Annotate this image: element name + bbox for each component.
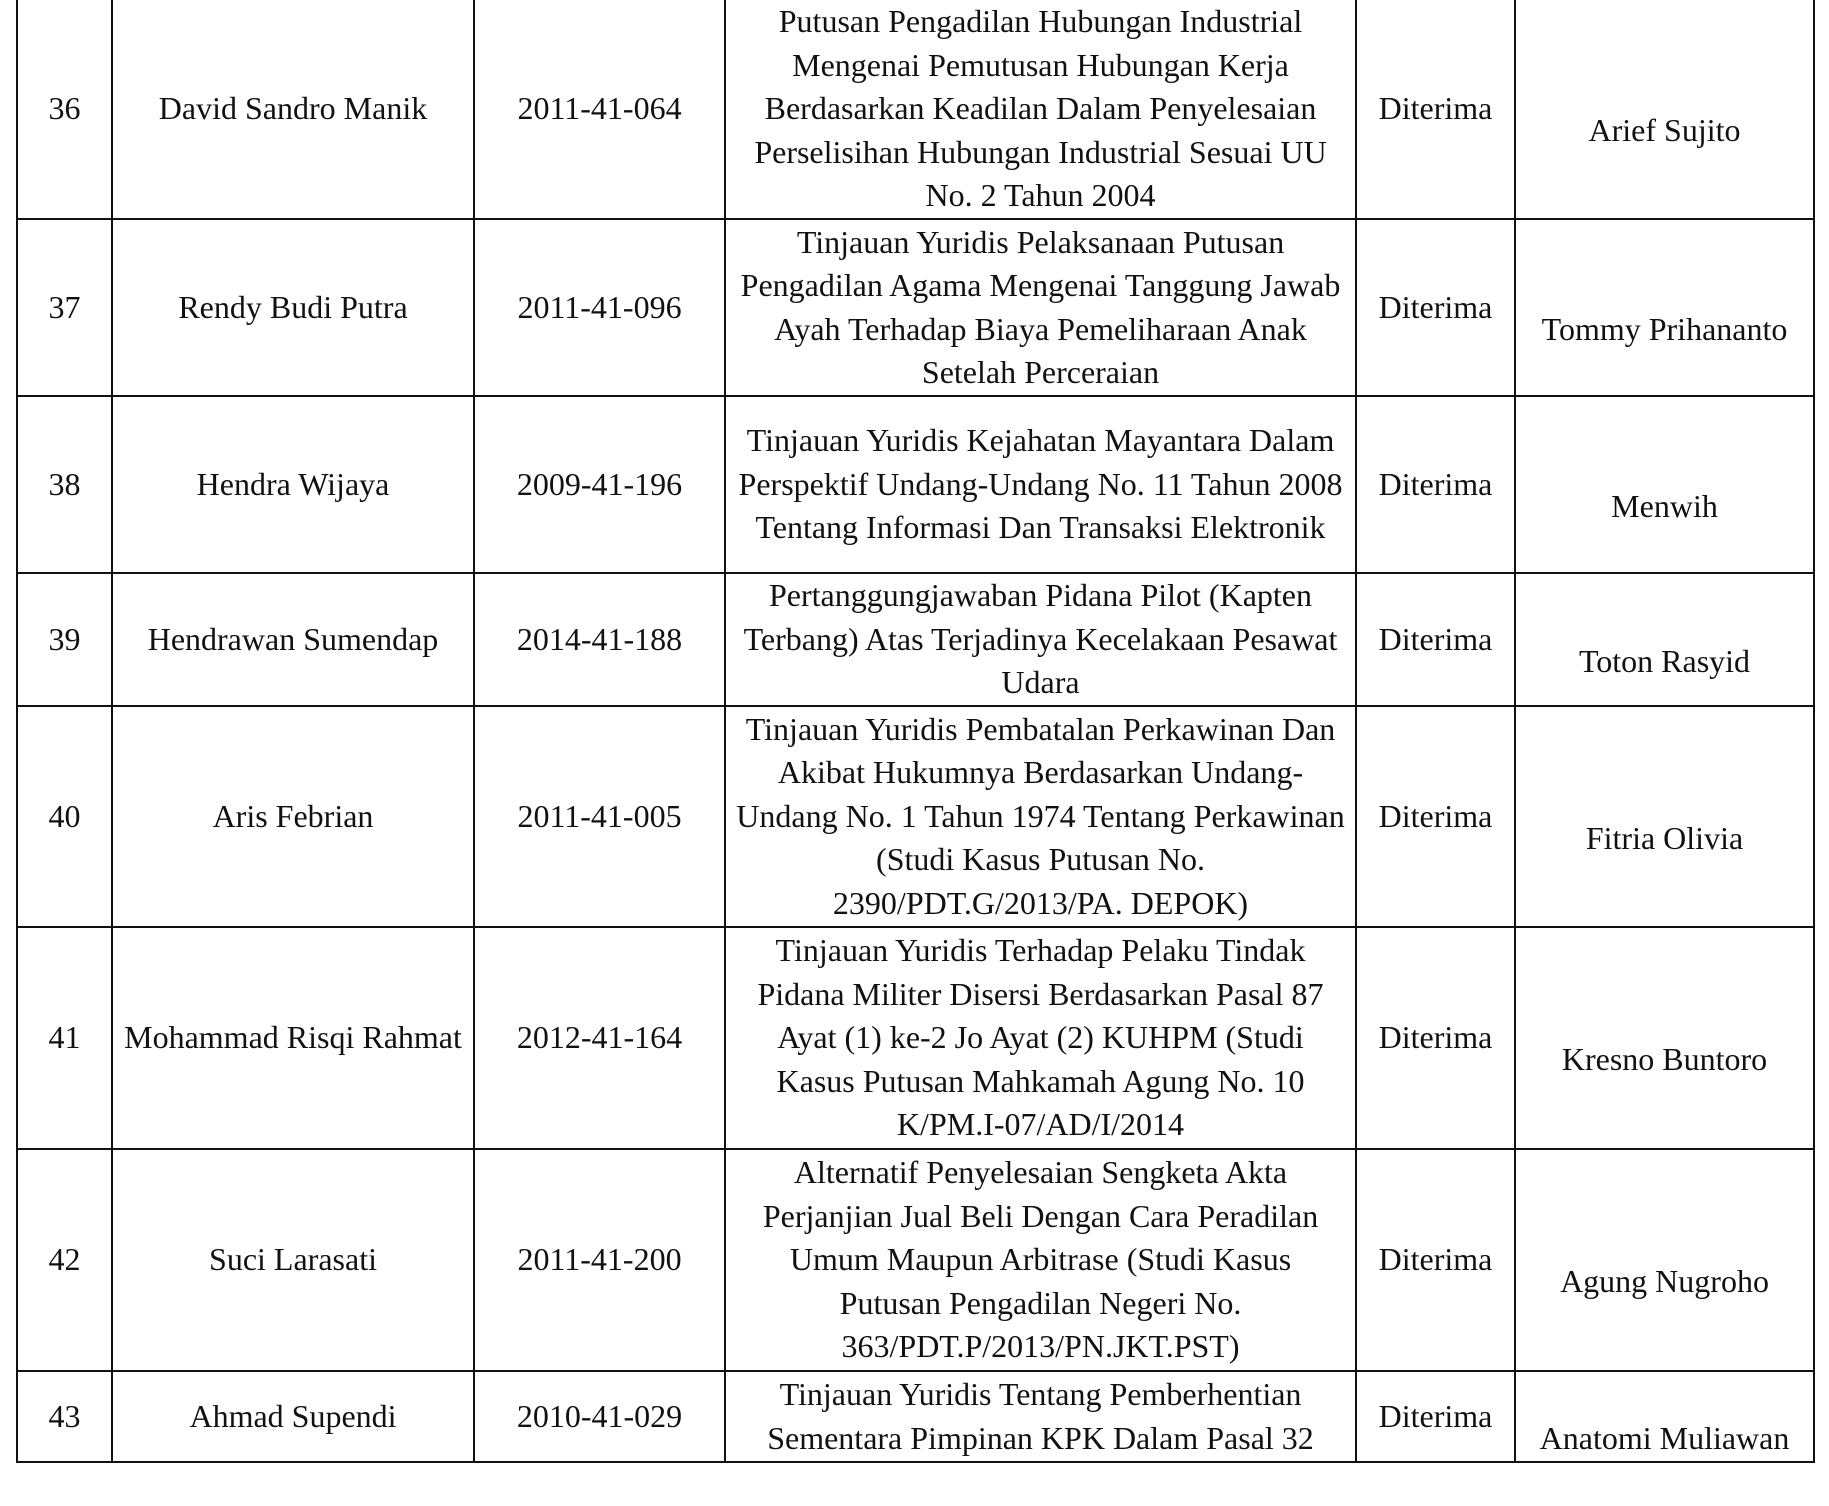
thesis-title: Tinjauan Yuridis Pelaksanaan Putusan Pengadilan Agama Mengenai Tanggung Jawab Ayah Terhadap Biaya Pemeliharaan Anak Setelah Perceraian (725, 219, 1356, 396)
table-row (17, 0, 1814, 219)
status: Diterima (1356, 706, 1515, 927)
student-name: Aris Febrian (112, 706, 474, 927)
supervisor-cell (1515, 219, 1814, 396)
student-name: David Sandro Manik (112, 0, 474, 219)
student-name: Rendy Budi Putra (112, 219, 474, 396)
row-number: 41 (17, 927, 112, 1149)
supervisor-cell (1515, 1371, 1814, 1462)
student-name: Mohammad Risqi Rahmat (112, 927, 474, 1149)
supervisor: Menwih (1611, 487, 1718, 524)
student-id: 2011-41-200 (474, 1149, 725, 1371)
supervisor-cell (1515, 1149, 1814, 1371)
thesis-table-container (16, 0, 1813, 1463)
supervisor: Fitria Olivia (1585, 819, 1744, 856)
student-id: 2009-41-196 (474, 396, 725, 573)
student-id: 2011-41-096 (474, 219, 725, 396)
supervisor-cell (1515, 927, 1814, 1149)
status: Diterima (1356, 396, 1515, 573)
student-id: 2012-41-164 (474, 927, 725, 1149)
student-id: 2011-41-064 (474, 0, 725, 219)
supervisor-cell (1515, 396, 1814, 573)
supervisor: Agung Nugroho (1560, 1263, 1769, 1300)
status: Diterima (1356, 573, 1515, 706)
thesis-title: Putusan Pengadilan Hubungan Industrial Mengenai Pemutusan Hubungan Kerja Berdasarkan Keadilan Dalam Penyelesaian Perselisihan Hubungan Industrial Sesuai UU No. 2 Tahun 2004 (725, 0, 1356, 219)
row-number: 37 (17, 219, 112, 396)
student-name: Hendra Wijaya (112, 396, 474, 573)
row-number: 42 (17, 1149, 112, 1371)
thesis-title: Tinjauan Yuridis Tentang Pemberhentian Sementara Pimpinan KPK Dalam Pasal 32 (725, 1371, 1356, 1462)
student-name: Hendrawan Sumendap (112, 573, 474, 706)
supervisor-cell (1515, 706, 1814, 927)
supervisor: Kresno Buntoro (1561, 1041, 1768, 1078)
status: Diterima (1356, 1371, 1515, 1462)
thesis-title: Alternatif Penyelesaian Sengketa Akta Perjanjian Jual Beli Dengan Cara Peradilan Umum Maupun Arbitrase (Studi Kasus Putusan Pengadilan Negeri No. 363/PDT.P/2013/PN.JKT.PST) (725, 1149, 1356, 1371)
row-number: 40 (17, 706, 112, 927)
supervisor-cell (1515, 0, 1814, 219)
student-id: 2010-41-029 (474, 1371, 725, 1462)
table-row (17, 1371, 1814, 1462)
thesis-title: Tinjauan Yuridis Pembatalan Perkawinan Dan Akibat Hukumnya Berdasarkan Undang-Undang No. 1 Tahun 1974 Tentang Perkawinan (Studi Kasus Putusan No. 2390/PDT.G/2013/PA. DEPOK) (725, 706, 1356, 927)
student-name: Ahmad Supendi (112, 1371, 474, 1462)
table-row (17, 927, 1814, 1149)
thesis-title: Tinjauan Yuridis Kejahatan Mayantara Dalam Perspektif Undang-Undang No. 11 Tahun 2008 Tentang Informasi Dan Transaksi Elektronik (725, 396, 1356, 573)
row-number: 43 (17, 1371, 112, 1462)
row-number: 36 (17, 0, 112, 219)
table-row (17, 1149, 1814, 1371)
status: Diterima (1356, 219, 1515, 396)
thesis-title: Tinjauan Yuridis Terhadap Pelaku Tindak Pidana Militer Disersi Berdasarkan Pasal 87 Ayat (1) ke-2 Jo Ayat (2) KUHPM (Studi Kasus Putusan Mahkamah Agung No. 10 K/PM.I-07/AD/I/2014 (725, 927, 1356, 1149)
table-row (17, 396, 1814, 573)
status: Diterima (1356, 0, 1515, 219)
table-row (17, 573, 1814, 706)
supervisor: Toton Rasyid (1578, 642, 1751, 679)
status: Diterima (1356, 1149, 1515, 1371)
thesis-title: Pertanggungjawaban Pidana Pilot (Kapten Terbang) Atas Terjadinya Kecelakaan Pesawat Udara (725, 573, 1356, 706)
student-name: Suci Larasati (112, 1149, 474, 1371)
supervisor-cell (1515, 573, 1814, 706)
student-id: 2014-41-188 (474, 573, 725, 706)
supervisor: Arief Sujito (1588, 112, 1741, 149)
thesis-table (16, 0, 1815, 1463)
table-row (17, 706, 1814, 927)
supervisor: Tommy Prihananto (1541, 310, 1788, 347)
status: Diterima (1356, 927, 1515, 1149)
row-number: 39 (17, 573, 112, 706)
supervisor: Anatomi Muliawan (1539, 1419, 1790, 1456)
table-row (17, 219, 1814, 396)
student-id: 2011-41-005 (474, 706, 725, 927)
row-number: 38 (17, 396, 112, 573)
